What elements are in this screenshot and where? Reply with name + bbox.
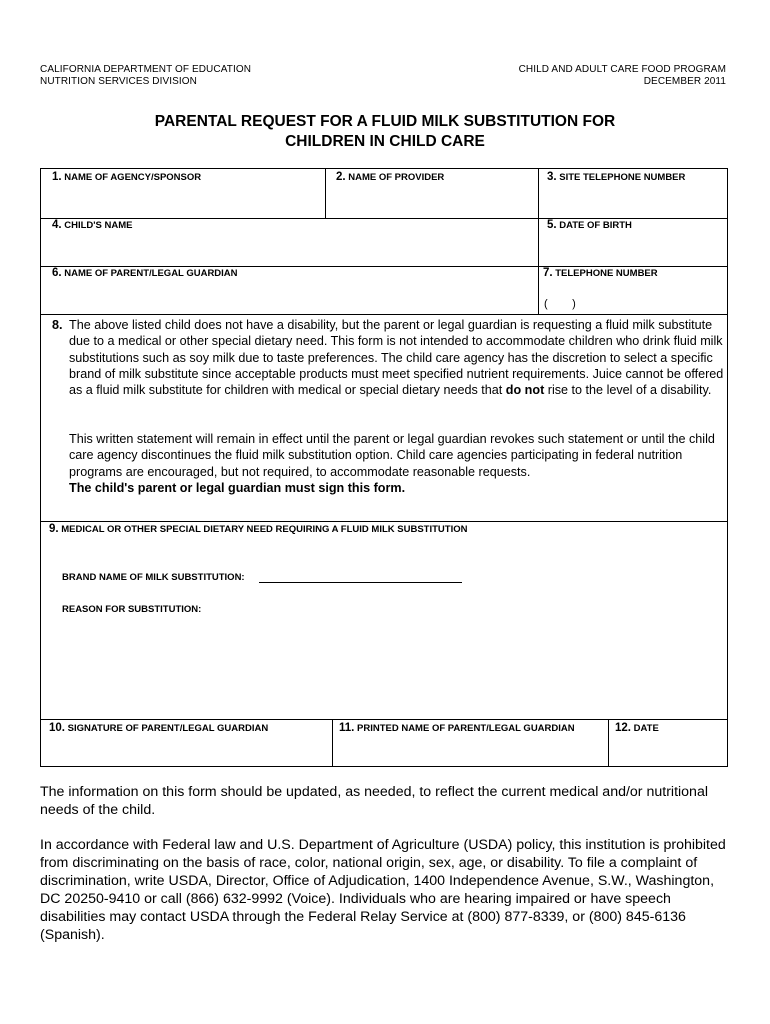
field-label: PRINTED NAME OF PARENT/LEGAL GUARDIAN [357,723,575,734]
program-header [519,64,726,88]
field-label: TELEPHONE NUMBER [555,268,658,279]
statement-paragraph-1 [52,317,726,398]
child-name-field[interactable] [52,219,132,231]
field-number: 12. [615,722,631,734]
field-label: SIGNATURE OF PARENT/LEGAL GUARDIAN [67,723,269,734]
parent-signature-field[interactable] [49,722,268,734]
field-label: MEDICAL OR OTHER SPECIAL DIETARY NEED REQUIRING A FLUID MILK SUBSTITUTION [61,524,468,535]
statement-text-2: This written statement will remain in effect until the parent or legal guardian revokes such statement or until the child care agency discontinues the fluid milk substitution option. Child care agencies participating in federal nutrition programs are encouraged, but not required, to accommodate reasonable requests. [69,432,715,479]
signature-date-field[interactable] [615,722,659,734]
signature-requirement: The child's parent or legal guardian must sign this form. [69,480,406,495]
statement-text-a: The above listed child does not have a disability, but the parent or legal guardian is requesting a fluid milk substitute due to a medical or other special dietary need. This form is not intended to accommodate children who drink fluid milk substitutions such as soy milk due to taste preferences. The child care agency has the discretion to select a specific brand of milk substitute since acceptable products must meet specified nutrient requirements. Juice cannot be offered as a fluid milk substitute for children with medical or special dietary needs that [69,318,724,398]
row-divider [41,719,727,720]
field-label: NAME OF AGENCY/SPONSOR [64,172,202,183]
field-label: NAME OF PROVIDER [348,172,445,183]
field-number: 11. [339,722,355,734]
dietary-need-field[interactable] [49,523,467,535]
department-name: CALIFORNIA DEPARTMENT OF EDUCATION [40,64,252,75]
request-form [40,168,728,767]
parent-guardian-name-field[interactable] [52,267,238,279]
date-of-birth-field[interactable] [547,219,632,231]
field-label: CHILD'S NAME [64,220,133,231]
statement-emphasis: do not [505,383,545,398]
reason-label: REASON FOR SUBSTITUTION: [62,604,202,615]
agency-sponsor-field[interactable] [52,171,201,183]
site-telephone-field[interactable] [547,171,685,183]
provider-name-field[interactable] [336,171,444,183]
field-label: SITE TELEPHONE NUMBER [559,172,686,183]
field-number: 5. [547,219,557,231]
row-divider [41,521,727,522]
brand-name-label: BRAND NAME OF MILK SUBSTITUTION: [62,572,245,583]
title-line-1: PARENTAL REQUEST FOR A FLUID MILK SUBSTITUTION FOR [154,113,616,130]
telephone-number-field[interactable] [543,267,658,279]
statement-number: 8. [52,318,63,332]
brand-name-input-line[interactable] [259,582,462,583]
field-number: 9. [49,523,59,535]
form-date: DECEMBER 2011 [643,76,726,87]
field-number: 10. [49,722,65,734]
statement-paragraph-2 [69,431,725,496]
field-number: 7. [543,267,553,279]
field-number: 3. [547,171,557,183]
program-name: CHILD AND ADULT CARE FOOD PROGRAM [518,64,726,75]
col-divider [608,719,609,767]
field-label: DATE OF BIRTH [559,220,632,231]
division-name: NUTRITION SERVICES DIVISION [40,76,197,87]
field-number: 4. [52,219,62,231]
row-divider [41,314,727,315]
title-line-2: CHILDREN IN CHILD CARE [285,133,485,150]
agency-header [40,64,251,88]
update-notice: The information on this form should be updated, as needed, to reflect the current medical and/or nutritional needs of the child. [40,784,708,818]
col-divider [332,719,333,767]
field-number: 2. [336,171,346,183]
area-code-parentheses: ( ) [544,298,576,310]
col-divider [538,169,539,314]
field-number: 6. [52,267,62,279]
printed-name-field[interactable] [339,722,575,734]
field-label: DATE [633,723,659,734]
field-label: NAME OF PARENT/LEGAL GUARDIAN [64,268,238,279]
form-title [0,112,770,152]
statement-text-b: rise to the level of a disability. [544,383,712,398]
field-number: 1. [52,171,62,183]
nondiscrimination-statement: In accordance with Federal law and U.S. Department of Agriculture (USDA) policy, this institution is prohibited from discriminating on the basis of race, color, national origin, sex, age, or disability. To file a complaint of discrimination, write USDA, Director, Office of Adjudication, 1400 Independence Avenue, S.W., Washington, DC 20250-9410 or call (866) 632-9992 (Voice). Individuals who are hearing impaired or have speech disabilities may contact USDA through the Federal Relay Service at (800) 877-8339, or (800) 845-6136 (Spanish). [40,837,726,943]
col-divider [325,169,326,218]
